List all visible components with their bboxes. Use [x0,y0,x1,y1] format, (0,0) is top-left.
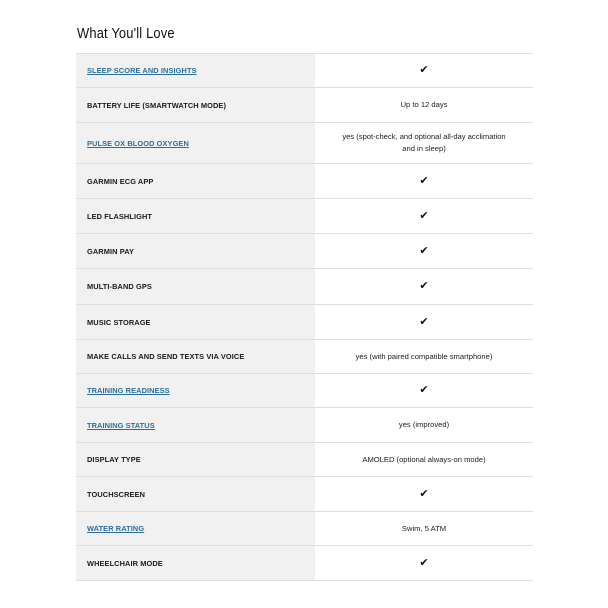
value-cell [315,477,533,512]
table-row [76,234,533,269]
feature-link-training-readiness[interactable]: TRAINING READINESS [87,386,170,395]
table-row [76,305,533,340]
feature-cell [76,54,315,88]
checkmark-icon: ✔ [419,208,429,222]
table-row [76,546,533,581]
feature-label-multi-band-gps: MULTI-BAND GPS [87,282,152,291]
feature-label-music-storage: MUSIC STORAGE [87,317,151,327]
section-title: What You'll Love [77,25,175,42]
value-cell [315,443,533,477]
value-text: Swim, 5 ATM [401,523,447,533]
value-cell [315,269,533,305]
feature-cell [76,199,315,234]
table-row [76,374,533,408]
feature-label-calls-texts: MAKE CALLS AND SEND TEXTS VIA VOICE [87,352,245,361]
feature-cell [76,443,315,477]
feature-label-battery-life: BATTERY LIFE (SMARTWATCH MODE) [87,100,227,110]
feature-comparison-table [76,53,533,581]
value-cell [315,546,533,581]
table-row [76,408,533,443]
value-text: yes (improved) [398,420,450,429]
value-cell [315,164,533,199]
checkmark-icon: ✔ [419,279,429,292]
table-row [76,269,533,305]
feature-cell [76,408,315,443]
value-cell [315,305,533,340]
value-cell [315,408,533,443]
feature-cell [76,269,315,305]
value-cell [315,54,533,88]
table-row [76,123,533,164]
table-row [76,88,533,123]
checkmark-icon: ✔ [419,63,429,76]
feature-link-training-status[interactable]: TRAINING STATUS [87,420,155,430]
feature-label-touchscreen: TOUCHSCREEN [87,489,146,499]
feature-cell [76,477,315,512]
value-cell [315,123,533,164]
feature-cell [76,88,315,123]
feature-link-sleep-score[interactable]: SLEEP SCORE AND INSIGHTS [87,66,197,75]
feature-label-ecg-app: GARMIN ECG APP [87,176,154,186]
feature-label-display-type: DISPLAY TYPE [87,455,141,464]
value-cell [315,512,533,546]
checkmark-icon: ✔ [419,555,429,569]
feature-cell [76,234,315,269]
value-cell [315,234,533,269]
table-row [76,164,533,199]
table-row [76,512,533,546]
feature-cell [76,305,315,340]
checkmark-icon: ✔ [419,486,429,500]
feature-link-water-rating[interactable]: WATER RATING [87,524,145,533]
feature-link-pulse-ox[interactable]: PULSE OX BLOOD OXYGEN [87,138,189,148]
value-cell [315,88,533,123]
feature-label-garmin-pay: GARMIN PAY [87,246,134,256]
feature-cell [76,512,315,546]
feature-label-wheelchair-mode: WHEELCHAIR MODE [87,558,163,568]
feature-cell [76,340,315,374]
value-text: AMOLED (optional always-on mode) [362,454,486,464]
table-row [76,340,533,374]
value-text: Up to 12 days [400,100,448,109]
feature-cell [76,123,315,164]
value-text: yes (spot-check, and optional all-day acclimation and in sleep) [342,132,506,153]
table-row [76,443,533,477]
checkmark-icon: ✔ [419,314,429,328]
value-text: yes (with paired compatible smartphone) [355,351,493,361]
feature-cell [76,374,315,408]
value-cell [315,199,533,234]
value-cell [315,340,533,374]
table-row [76,477,533,512]
checkmark-icon: ✔ [419,173,429,187]
value-cell [315,374,533,408]
checkmark-icon: ✔ [419,383,429,396]
feature-cell [76,164,315,199]
table-row [76,199,533,234]
feature-label-led-flashlight: LED FLASHLIGHT [87,211,153,221]
table-row [76,54,533,88]
feature-cell [76,546,315,581]
checkmark-icon: ✔ [419,243,429,257]
